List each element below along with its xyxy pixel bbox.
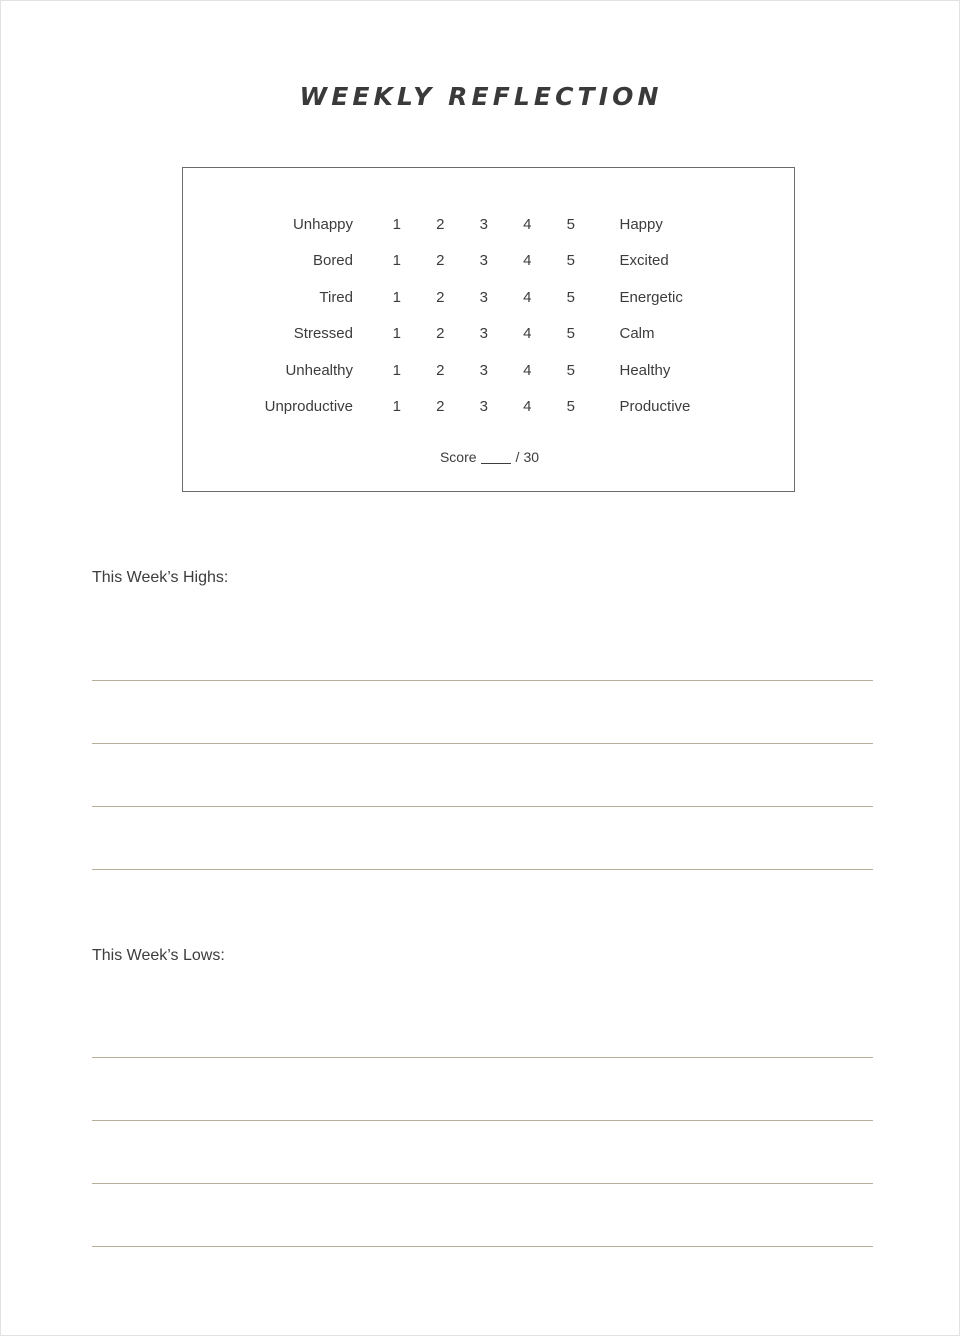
rating-option-1[interactable]: 1	[392, 398, 401, 416]
rating-option-4[interactable]: 4	[523, 215, 532, 233]
rating-option-3[interactable]: 3	[479, 398, 488, 416]
rating-option-3[interactable]: 3	[479, 325, 488, 343]
rating-option-1[interactable]: 1	[392, 288, 401, 306]
rating-row-right-label: Energetic	[619, 288, 683, 306]
score-label: Score	[439, 449, 477, 465]
rating-row-left-label: Stressed	[293, 325, 353, 343]
mood-rating-box	[182, 167, 795, 492]
rating-option-5[interactable]: 5	[566, 398, 575, 416]
rating-row-left-label: Unhealthy	[285, 361, 353, 379]
rating-option-1[interactable]: 1	[392, 361, 401, 379]
rating-scale	[375, 289, 593, 306]
rating-option-1[interactable]: 1	[392, 325, 401, 343]
rating-row	[183, 352, 796, 389]
score-separator: /	[515, 449, 520, 465]
page-title: WEEKLY REFLECTION	[299, 82, 663, 111]
lows-write-line[interactable]	[92, 1246, 873, 1247]
rating-option-1[interactable]: 1	[392, 215, 401, 233]
score-line	[183, 449, 796, 465]
lows-write-line[interactable]	[92, 1120, 873, 1121]
rating-option-4[interactable]: 4	[523, 325, 532, 343]
rating-option-3[interactable]: 3	[479, 288, 488, 306]
rating-row	[183, 316, 796, 353]
rating-option-4[interactable]: 4	[523, 252, 532, 270]
highs-write-line[interactable]	[92, 680, 873, 681]
rating-scale	[375, 398, 593, 415]
score-input-blank[interactable]	[481, 463, 511, 464]
rating-option-5[interactable]: 5	[566, 361, 575, 379]
rating-row-right-label: Excited	[619, 252, 669, 270]
section-heading-highs: This Week’s Highs:	[92, 569, 229, 586]
rating-option-4[interactable]: 4	[523, 288, 532, 306]
rating-row-left-label: Tired	[319, 288, 353, 306]
rating-row	[183, 389, 796, 426]
rating-option-2[interactable]: 2	[436, 325, 445, 343]
rating-row-left-label: Unproductive	[264, 398, 353, 416]
rating-scale	[375, 325, 593, 342]
rating-option-2[interactable]: 2	[436, 398, 445, 416]
lows-write-line[interactable]	[92, 1183, 873, 1184]
rating-option-2[interactable]: 2	[436, 252, 445, 270]
rating-row-right-label: Calm	[619, 325, 655, 343]
highs-write-line[interactable]	[92, 806, 873, 807]
rating-option-3[interactable]: 3	[479, 252, 488, 270]
rating-row	[183, 243, 796, 280]
rating-option-4[interactable]: 4	[523, 361, 532, 379]
rating-option-5[interactable]: 5	[566, 215, 575, 233]
lows-write-line[interactable]	[92, 1057, 873, 1058]
rating-option-4[interactable]: 4	[523, 398, 532, 416]
section-heading-lows: This Week’s Lows:	[92, 947, 225, 964]
rating-scale	[375, 362, 593, 379]
score-max: 30	[523, 449, 540, 465]
rating-option-5[interactable]: 5	[566, 325, 575, 343]
rating-row	[183, 206, 796, 243]
rating-option-2[interactable]: 2	[436, 215, 445, 233]
rating-option-5[interactable]: 5	[566, 288, 575, 306]
rating-option-5[interactable]: 5	[566, 252, 575, 270]
rating-row-left-label: Bored	[312, 252, 353, 270]
rating-row-right-label: Productive	[619, 398, 691, 416]
rating-row-right-label: Healthy	[619, 361, 671, 379]
rating-row-left-label: Unhappy	[292, 215, 353, 233]
rating-scale	[375, 252, 593, 269]
rating-option-3[interactable]: 3	[479, 215, 488, 233]
rating-row	[183, 279, 796, 316]
rating-row-right-label: Happy	[619, 215, 663, 233]
rating-scale	[375, 216, 593, 233]
rating-option-2[interactable]: 2	[436, 288, 445, 306]
rating-option-3[interactable]: 3	[479, 361, 488, 379]
rating-option-2[interactable]: 2	[436, 361, 445, 379]
highs-write-line[interactable]	[92, 743, 873, 744]
mood-rating-rows	[183, 206, 796, 425]
rating-option-1[interactable]: 1	[392, 252, 401, 270]
highs-write-line[interactable]	[92, 869, 873, 870]
